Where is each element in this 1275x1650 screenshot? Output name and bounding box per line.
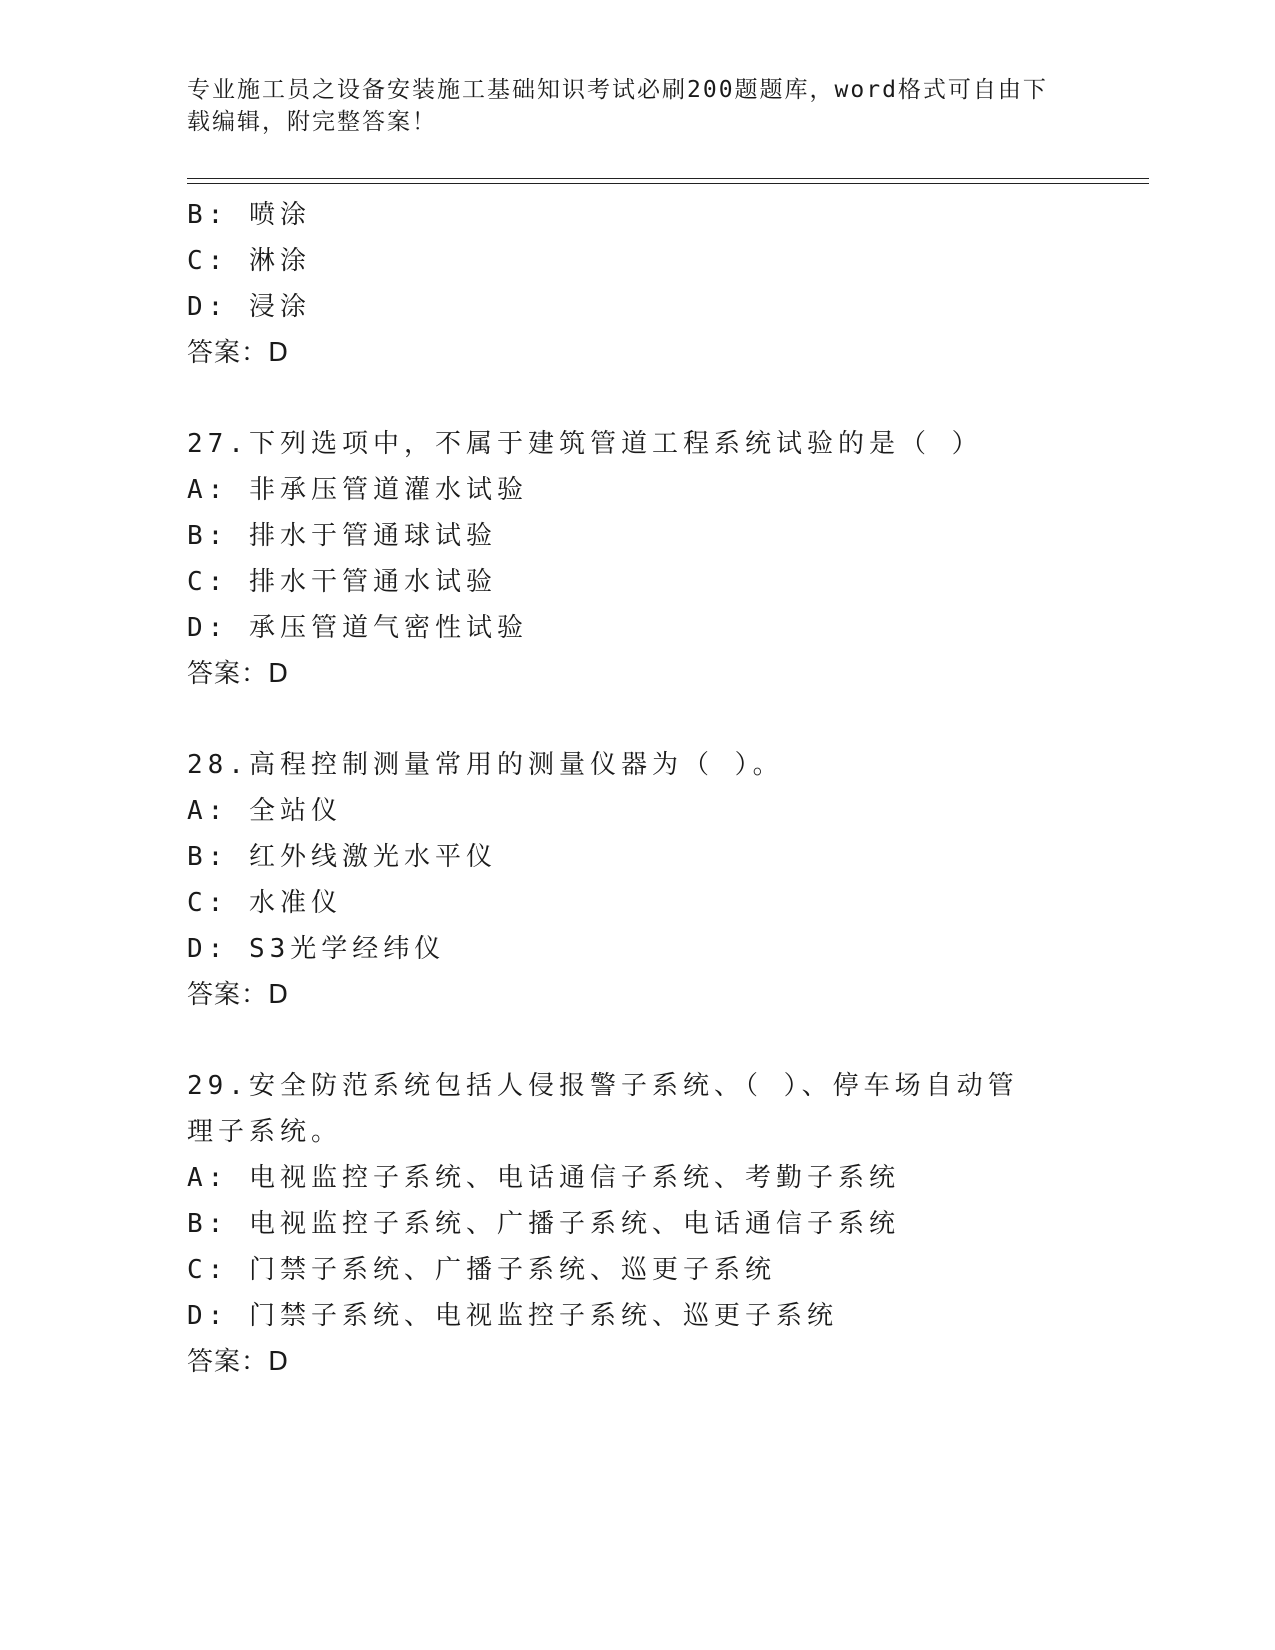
question-block-27: [187, 421, 1087, 697]
option-c: C: 淋涂: [187, 246, 311, 276]
option-a: A: 非承压管道灌水试验: [187, 475, 528, 505]
answer: 答案：D: [187, 338, 290, 368]
answer: 答案：D: [187, 659, 290, 689]
option-a: A: 电视监控子系统、电话通信子系统、考勤子系统: [187, 1163, 900, 1193]
question-stem: 29.安全防范系统包括人侵报警子系统、（ ）、停车场自动管理子系统。: [187, 1071, 1019, 1147]
option-c: C: 水准仪: [187, 888, 342, 918]
document-header: 专业施工员之设备安装施工基础知识考试必刷200题题库，word格式可自由下载编辑，附完整答案！: [187, 77, 1048, 135]
option-b: B: 排水于管通球试验: [187, 521, 497, 551]
question-block-29: [187, 1063, 1087, 1385]
option-d: D: 门禁子系统、电视监控子系统、巡更子系统: [187, 1301, 838, 1331]
question-stem: 28.高程控制测量常用的测量仪器为（ ）。: [187, 750, 784, 780]
option-c: C: 排水干管通水试验: [187, 567, 497, 597]
option-a: A: 全站仪: [187, 796, 342, 826]
option-d: D: 承压管道气密性试验: [187, 613, 528, 643]
option-b: B: 电视监控子系统、广播子系统、电话通信子系统: [187, 1209, 900, 1239]
answer: 答案：D: [187, 1347, 290, 1377]
question-block-26: [187, 192, 1087, 376]
question-block-28: [187, 742, 1087, 1018]
option-b: B: 红外线激光水平仪: [187, 842, 497, 872]
option-c: C: 门禁子系统、广播子系统、巡更子系统: [187, 1255, 776, 1285]
option-b: B: 喷涂: [187, 200, 311, 230]
header-divider-bottom: [187, 183, 1149, 184]
header-divider-top: [187, 178, 1149, 179]
question-stem: 27.下列选项中，不属于建筑管道工程系统试验的是（ ）: [187, 429, 983, 459]
option-d: D: S3光学经纬仪: [187, 934, 446, 964]
answer: 答案：D: [187, 980, 290, 1010]
question-list: [187, 192, 1087, 1385]
option-d: D: 浸涂: [187, 292, 311, 322]
